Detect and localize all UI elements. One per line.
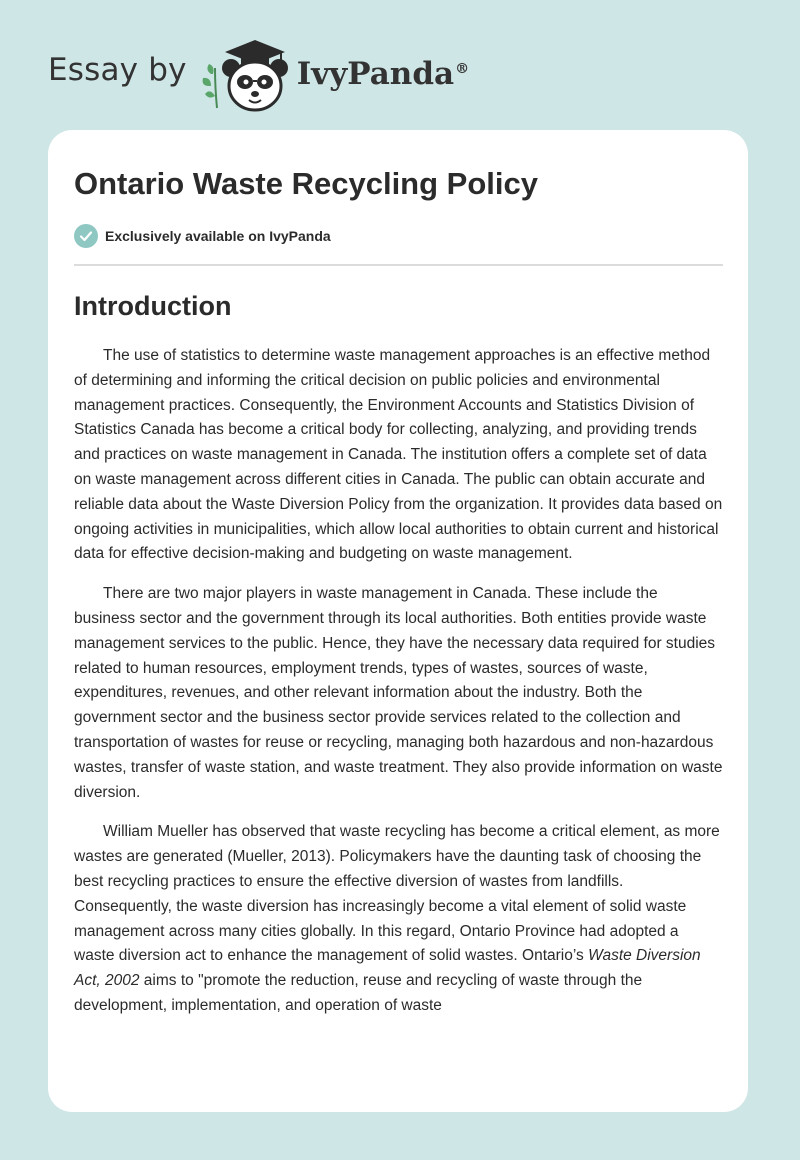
brand-prefix: Essay by	[48, 52, 187, 88]
paragraph: William Mueller has observed that waste recycling has become a critical element, as more wastes are generated (Mueller, 2013). Policymakers have the daunting task of choosing the best recycling practices to ensure the effective diversion of wastes from landfills. Consequently, the waste diversion has increasingly become a vital element of solid waste management across many cities globally. In this regard, Ontario Province had adopted a waste diversion act to enhance the management of solid wastes. Ontario’s Waste Diversion Act, 2002 aims to "promote the reduction, reuse and recycling of waste through the development, implementation, and operation of waste	[74, 823, 720, 1014]
exclusive-badge	[74, 222, 723, 250]
panda-mascot-icon	[201, 34, 293, 114]
essay-card	[48, 130, 748, 1112]
site-logo[interactable]	[48, 34, 469, 114]
section-heading: Introduction	[74, 291, 232, 321]
page-title: Ontario Waste Recycling Policy	[74, 166, 538, 201]
act-title: Waste Diversion Act, 2002	[74, 947, 701, 990]
divider	[74, 264, 723, 266]
brand-name: IvyPanda®	[296, 56, 470, 92]
paragraph: The use of statistics to determine waste management approaches is an effective method of determining and informing the critical decision on public policies and environmental management practices. Consequently, the Environment Accounts and Statistics Division of Statistics Canada has become a critical body for collecting, analyzing, and providing trends and practices on waste management in Canada. The institution offers a complete set of data on waste management across different cities in Canada. The public can obtain accurate and reliable data about the Waste Diversion Policy from the organization. It provides data based on ongoing activities in municipalities, which allow local authorities to obtain current and historical data for effective decision-making and budgeting on waste management.	[74, 347, 723, 563]
check-icon	[74, 224, 98, 248]
paragraph: There are two major players in waste management in Canada. These include the business sector and the government through its local authorities. Both entities provide waste management services to the public. Hence, they have the necessary data required for studies related to human resources, employment trends, types of wastes, sources of waste, expenditures, revenues, and other relevant information about the industry. Both the government sector and the business sector provide services related to the collection and transportation of wastes for reuse or recycling, managing both hazardous and non-hazardous wastes, transfer of waste station, and waste treatment. They also provide information on waste diversion.	[74, 585, 723, 801]
exclusive-label: Exclusively available on IvyPanda	[105, 228, 331, 244]
